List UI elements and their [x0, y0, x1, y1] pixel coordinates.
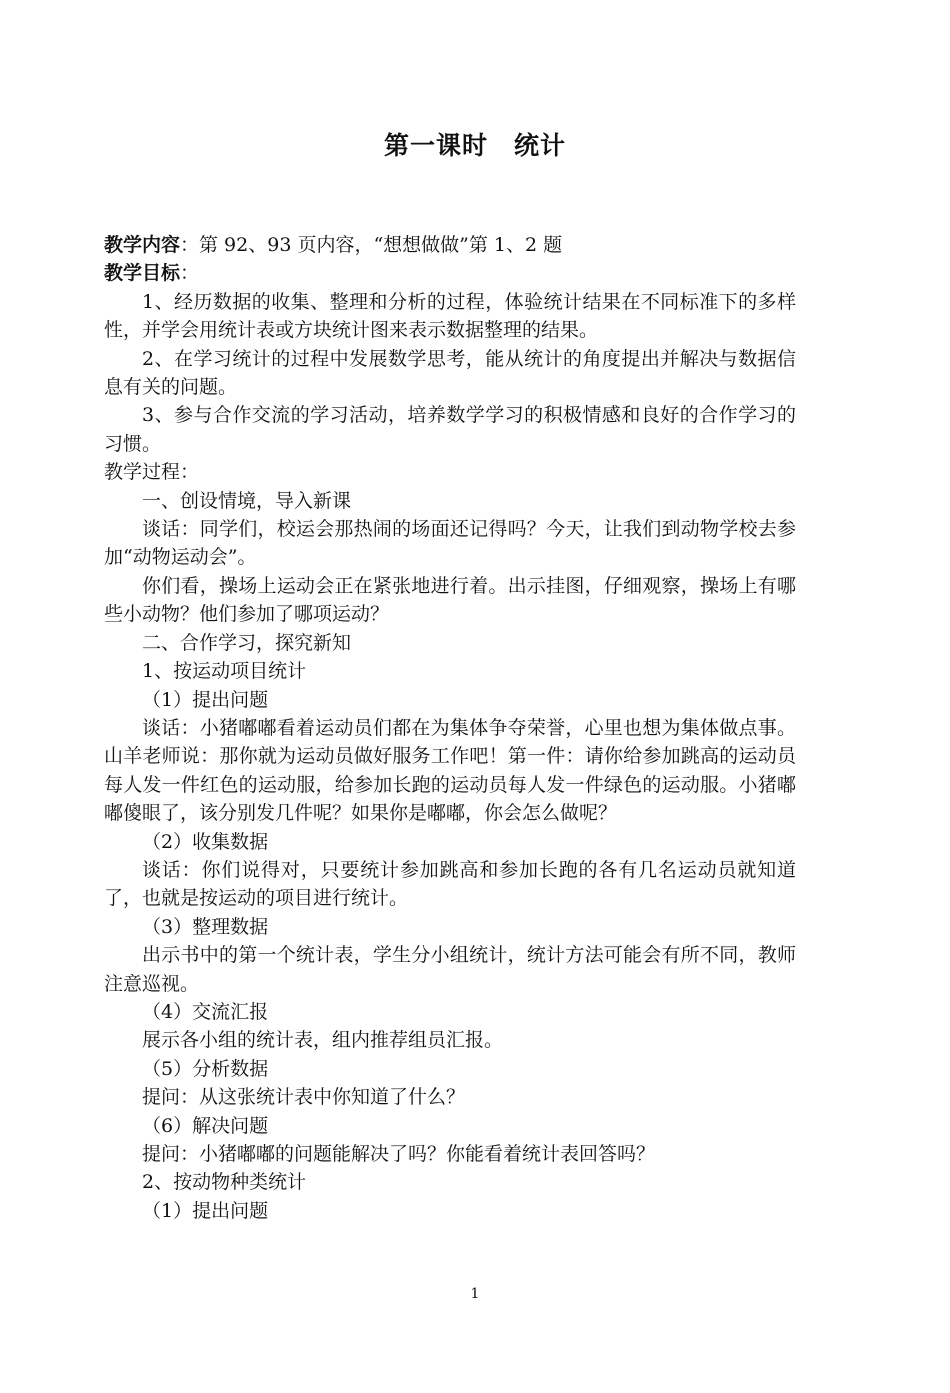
title-part-1: 第一课时	[383, 131, 488, 160]
goals-label: 教学目标	[104, 262, 181, 285]
goal-item: 1、经历数据的收集、整理和分析的过程，体验统计结果在不同标准下的多样性，并学会用统计表或方块统计图来表示数据整理的结果。	[104, 290, 796, 342]
step-heading: （4）交流汇报	[142, 1000, 269, 1023]
paragraph: 提问：小猪嘟嘟的问题能解决了吗？你能看着统计表回答吗？	[142, 1143, 656, 1165]
paragraph: 谈话：同学们，校运会那热闹的场面还记得吗？今天，让我们到动物学校去参加“动物运动会”。	[104, 518, 796, 569]
content-text: ：第 92、93 页内容，“想想做做”第 1、2 题	[180, 234, 563, 256]
title-part-2: 统计	[514, 131, 567, 160]
paragraph: 你们看，操场上运动会正在紧张地进行着。出示挂图，仔细观察，操场上有哪些小动物？他们参加了哪项运动？	[104, 574, 796, 626]
section-heading: 二、合作学习，探究新知	[142, 631, 352, 654]
step-heading: （1）提出问题	[142, 1199, 269, 1222]
process-heading: 教学过程：	[104, 461, 200, 484]
paragraph: 展示各小组的统计表，组内推荐组员汇报。	[142, 1029, 504, 1052]
paragraph: 谈话：你们说得对，只要统计参加跳高和参加长跑的各有几名运动员就知道了，也就是按运动的项目进行统计。	[104, 858, 796, 910]
page-title	[0, 128, 950, 164]
content-label: 教学内容	[104, 234, 181, 256]
page-number: 1	[470, 1286, 480, 1302]
document-body	[104, 231, 796, 1225]
goal-item: 2、在学习统计的过程中发展数学思考，能从统计的角度提出并解决与数据信息有关的问题。	[104, 347, 796, 399]
goals-colon: ：	[180, 262, 200, 285]
paragraph: 谈话：小猪嘟嘟看着运动员们都在为集体争夺荣誉，心里也想为集体做点事。山羊老师说：那你就为运动员做好服务工作吧！第一件：请你给参加跳高的运动员每人发一件红色的运动服，给参加长跑的运动员每人发一件绿色的运动服。小猪嘟嘟傻眼了，该分别发几件呢？如果你是嘟嘟，你会怎么做呢？	[104, 716, 796, 825]
goal-item: 3、参与合作交流的学习活动，培养数学学习的积极情感和良好的合作学习的习惯。	[104, 404, 796, 455]
subsection-heading: 1、按运动项目统计	[142, 660, 307, 683]
step-heading: （5）分析数据	[142, 1057, 269, 1080]
step-heading: （1）提出问题	[142, 688, 269, 711]
subsection-heading: 2、按动物种类统计	[142, 1171, 307, 1194]
step-heading: （2）收集数据	[142, 830, 269, 853]
section-heading: 一、创设情境，导入新课	[142, 489, 352, 512]
step-heading: （6）解决问题	[142, 1114, 269, 1137]
content-line	[104, 231, 796, 259]
paragraph: 出示书中的第一个统计表，学生分小组统计，统计方法可能会有所不同，教师注意巡视。	[104, 944, 796, 995]
goals-heading	[104, 259, 796, 287]
step-heading: （3）整理数据	[142, 915, 269, 938]
paragraph: 提问：从这张统计表中你知道了什么？	[142, 1086, 466, 1109]
